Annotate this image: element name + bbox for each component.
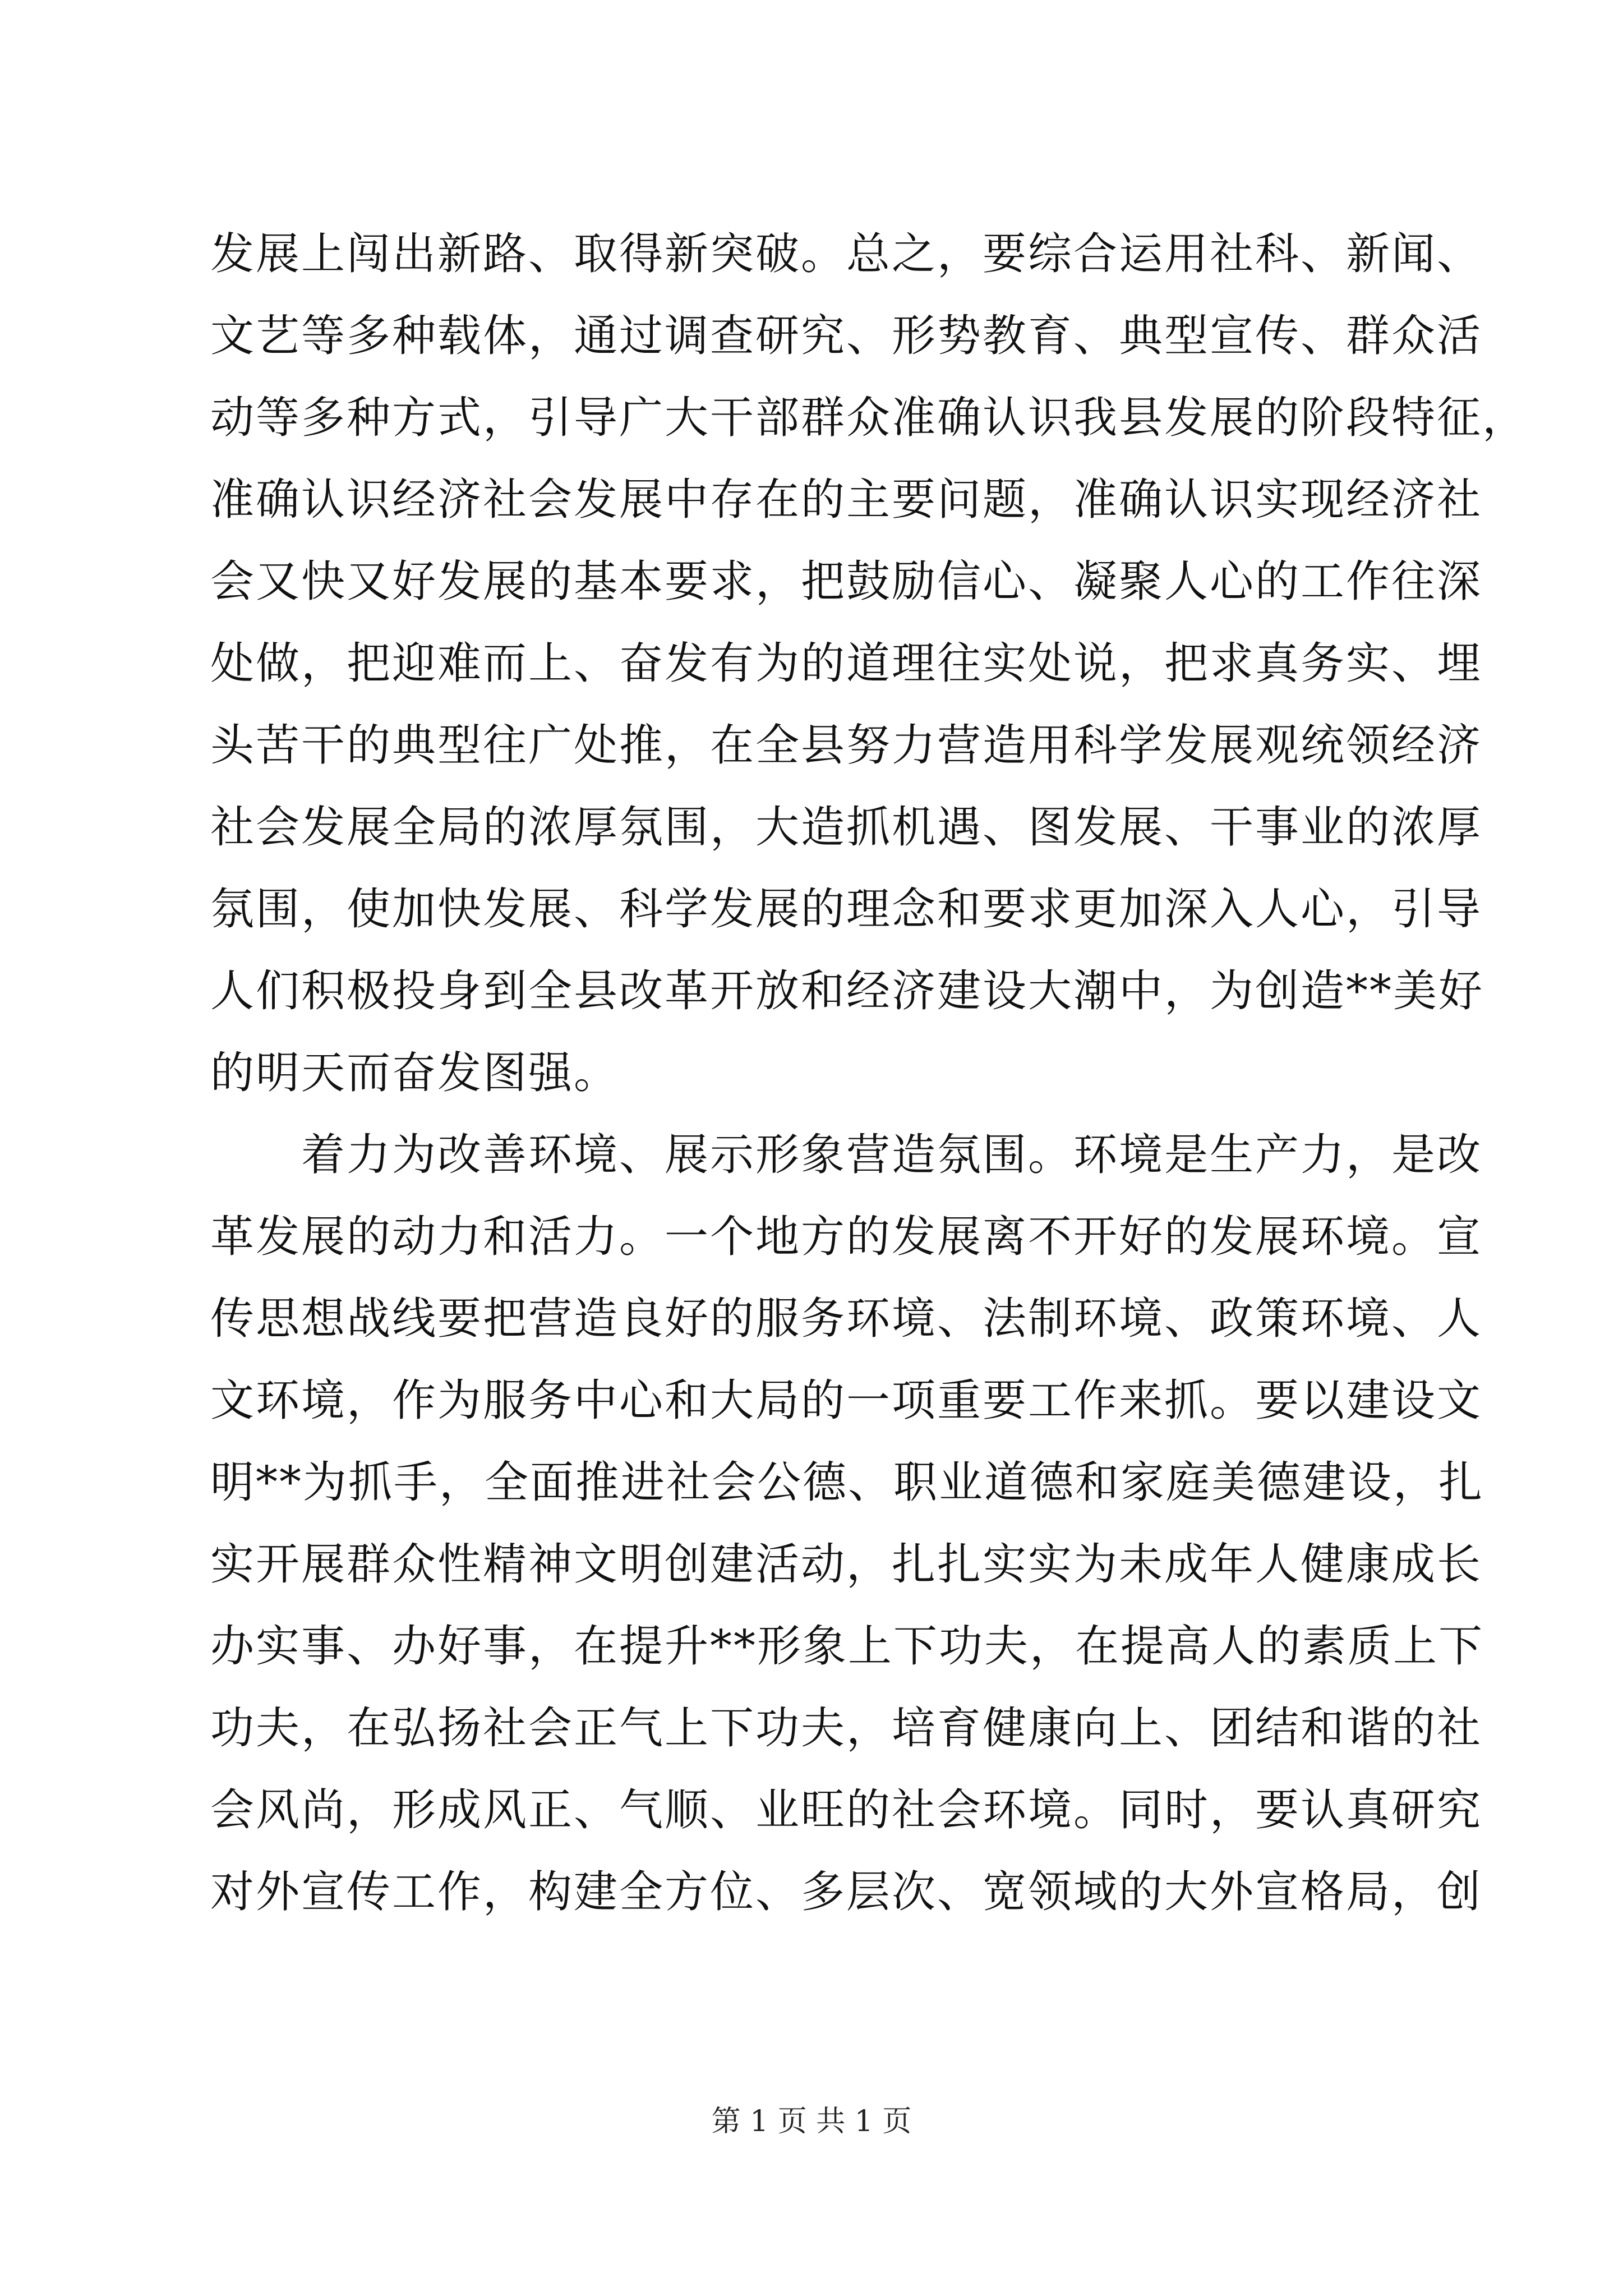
text-line: 会又快又好发展的基本要求，把鼓励信心、凝聚人心的工作往深: [210, 556, 1483, 607]
text-line: 人们积极投身到全县改革开放和经济建设大潮中，为创造**美好: [210, 966, 1484, 1016]
text-line: 发展上闯出新路、取得新突破。总之，要综合运用社科、新闻、: [210, 229, 1483, 279]
text-line: 头苦干的典型往广处推，在全县努力营造用科学发展观统领经济: [210, 720, 1483, 771]
text-line: 会风尚，形成风正、气顺、业旺的社会环境。同时，要认真研究: [210, 1785, 1483, 1835]
text-line: 动等多种方式，引导广大干部群众准确认识我县发展的阶段特征，: [210, 393, 1528, 443]
text-line: 革发展的动力和活力。一个地方的发展离不开好的发展环境。宣: [210, 1212, 1483, 1262]
text-line: 氛围，使加快发展、科学发展的理念和要求更加深入人心，引导: [210, 884, 1483, 935]
text-line: 明**为抓手，全面推进社会公德、职业道德和家庭美德建设，扎: [210, 1457, 1484, 1508]
text-line: 对外宣传工作，构建全方位、多层次、宽领域的大外宣格局，创: [210, 1867, 1483, 1917]
text-line: 文环境，作为服务中心和大局的一项重要工作来抓。要以建设文: [210, 1375, 1483, 1426]
text-line: 功夫，在弘扬社会正气上下功夫，培育健康向上、团结和谐的社: [210, 1703, 1483, 1754]
text-line: 文艺等多种载体，通过调查研究、形势教育、典型宣传、群众活: [210, 311, 1483, 361]
text-line: 传思想战线要把营造良好的服务环境、法制环境、政策环境、人: [210, 1294, 1483, 1344]
text-line: 处做，把迎难而上、奋发有为的道理往实处说，把求真务实、埋: [210, 638, 1483, 689]
text-line: 着力为改善环境、展示形象营造氛围。环境是生产力，是改: [210, 1130, 1483, 1180]
text-line: 实开展群众性精神文明创建活动，扎扎实实为未成年人健康成长: [210, 1539, 1483, 1590]
text-line: 社会发展全局的浓厚氛围，大造抓机遇、图发展、干事业的浓厚: [210, 802, 1483, 853]
page-footer: 第 1 页 共 1 页: [711, 2105, 912, 2138]
text-line: 的明天而奋发图强。: [210, 1048, 620, 1098]
text-line: 办实事、办好事，在提升**形象上下功夫，在提高人的素质上下: [210, 1621, 1484, 1672]
text-line: 准确认识经济社会发展中存在的主要问题，准确认识实现经济社: [210, 475, 1483, 525]
body-text: [210, 213, 1528, 1933]
